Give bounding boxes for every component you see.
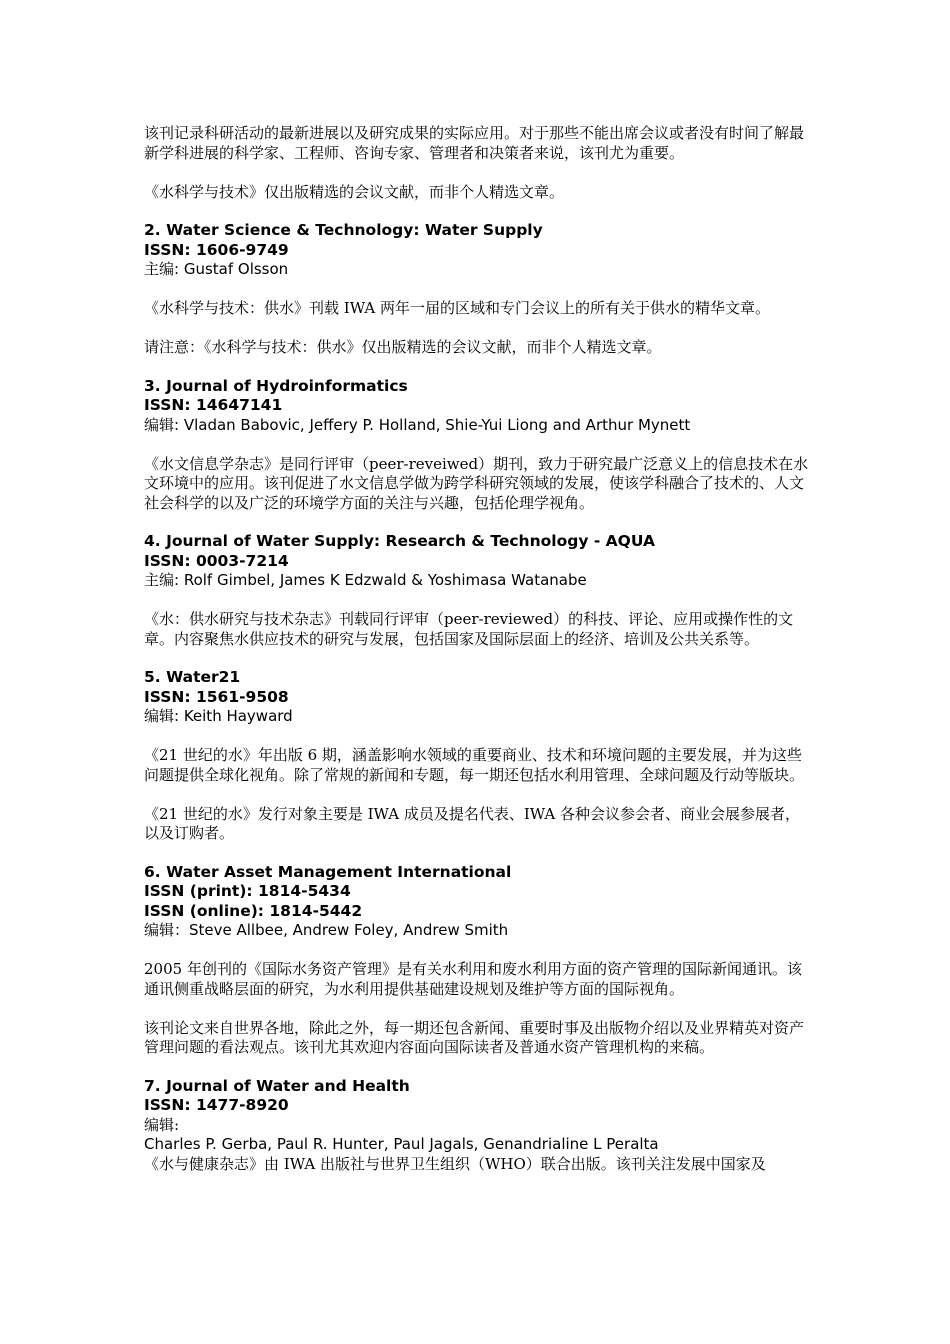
journal-editor-label: 编辑:	[144, 1115, 180, 1134]
journal-title: 5. Water21	[144, 668, 241, 686]
journal-issn: ISSN: 14647141	[144, 396, 283, 414]
journal-issn: ISSN: 1477-8920	[144, 1096, 289, 1114]
journal-description: 2005 年创刊的《国际水务资产管理》是有关水利用和废水利用方面的资产管理的国际新闻通讯。该通讯侧重战略层面的研究，为水利用提供基础建设规划及维护等方面的国际视角。	[144, 960, 802, 998]
intro-note: 《水科学与技术》仅出版精选的会议文献，而非个人精选文章。	[144, 182, 565, 201]
journal-issn-online: ISSN (online): 1814-5442	[144, 901, 363, 920]
journal-editor: 主编: Rolf Gimbel, James K Edzwald & Yoshimasa Watanabe	[144, 571, 587, 589]
journal-title: 7. Journal of Water and Health	[144, 1076, 410, 1095]
journal-editor: 主编: Gustaf Olsson	[144, 260, 289, 278]
document-page	[144, 124, 812, 1174]
intro-paragraph: 该刊记录科研活动的最新进展以及研究成果的实际应用。对于那些不能出席会议或者没有时间了解最新学科进展的科学家、工程师、咨询专家、管理者和决策者来说，该刊尤为重要。	[144, 124, 805, 162]
journal-issn: ISSN: 1606-9749	[144, 240, 289, 259]
journal-description: 《水科学与技术：供水》刊载 IWA 两年一届的区域和专门会议上的所有关于供水的精华文章。	[144, 299, 770, 317]
journal-issn: ISSN: 1561-9508	[144, 687, 289, 706]
journal-description: 《21 世纪的水》年出版 6 期，涵盖影响水领域的重要商业、技术和环境问题的主要发展，并为这些问题提供全球化视角。除了常规的新闻和专题，每一期还包括水利用管理、全球问题及行动等版块。	[144, 746, 805, 784]
journal-description: 请注意：《水科学与技术：供水》仅出版精选的会议文献，而非个人精选文章。	[144, 338, 662, 356]
journal-issn: ISSN (print): 1814-5434	[144, 882, 351, 900]
journal-description: 《水与健康杂志》由 IWA 出版社与世界卫生组织（WHO）联合出版。该刊关注发展中国家及	[144, 1154, 766, 1173]
journal-title: 2. Water Science & Technology: Water Supply	[144, 221, 543, 239]
journal-title: 3. Journal of Hydroinformatics	[144, 376, 408, 395]
journal-editor: 编辑：Steve Allbee, Andrew Foley, Andrew Smith	[144, 921, 509, 939]
journal-issn: ISSN: 0003-7214	[144, 551, 289, 570]
journal-editor: 编辑: Vladan Babovic, Jeffery P. Holland, Shie-Yui Liong and Arthur Mynett	[144, 415, 691, 434]
journal-title: 6. Water Asset Management International	[144, 862, 512, 881]
journal-description: 《水文信息学杂志》是同行评审（peer-reveiwed）期刊，致力于研究最广泛意义上的信息技术在水文环境中的应用。该刊促进了水文信息学做为跨学科研究领域的发展，使该学科融合了技术的、人文社会科学的以及广泛的环境学方面的关注与兴趣，包括伦理学视角。	[144, 454, 809, 512]
journal-editor: Charles P. Gerba, Paul R. Hunter, Paul Jagals, Genandrialine L Peralta	[144, 1135, 659, 1153]
journal-title: 4. Journal of Water Supply: Research & Technology - AQUA	[144, 532, 655, 550]
journal-description: 该刊论文来自世界各地，除此之外，每一期还包含新闻、重要时事及出版物介绍以及业界精英对资产管理问题的看法观点。该刊尤其欢迎内容面向国际读者及普通水资产管理机构的来稿。	[144, 1018, 805, 1056]
journal-description: 《水：供水研究与技术杂志》刊载同行评审（peer-reviewed）的科技、评论、应用或操作性的文章。内容聚焦水供应技术的研究与发展，包括国家及国际层面上的经济、培训及公共关系等。	[144, 610, 794, 648]
journal-description: 《21 世纪的水》发行对象主要是 IWA 成员及提名代表、IWA 各种会议参会者、商业会展参展者，以及订购者。	[144, 804, 801, 842]
journal-editor: 编辑: Keith Hayward	[144, 707, 293, 725]
